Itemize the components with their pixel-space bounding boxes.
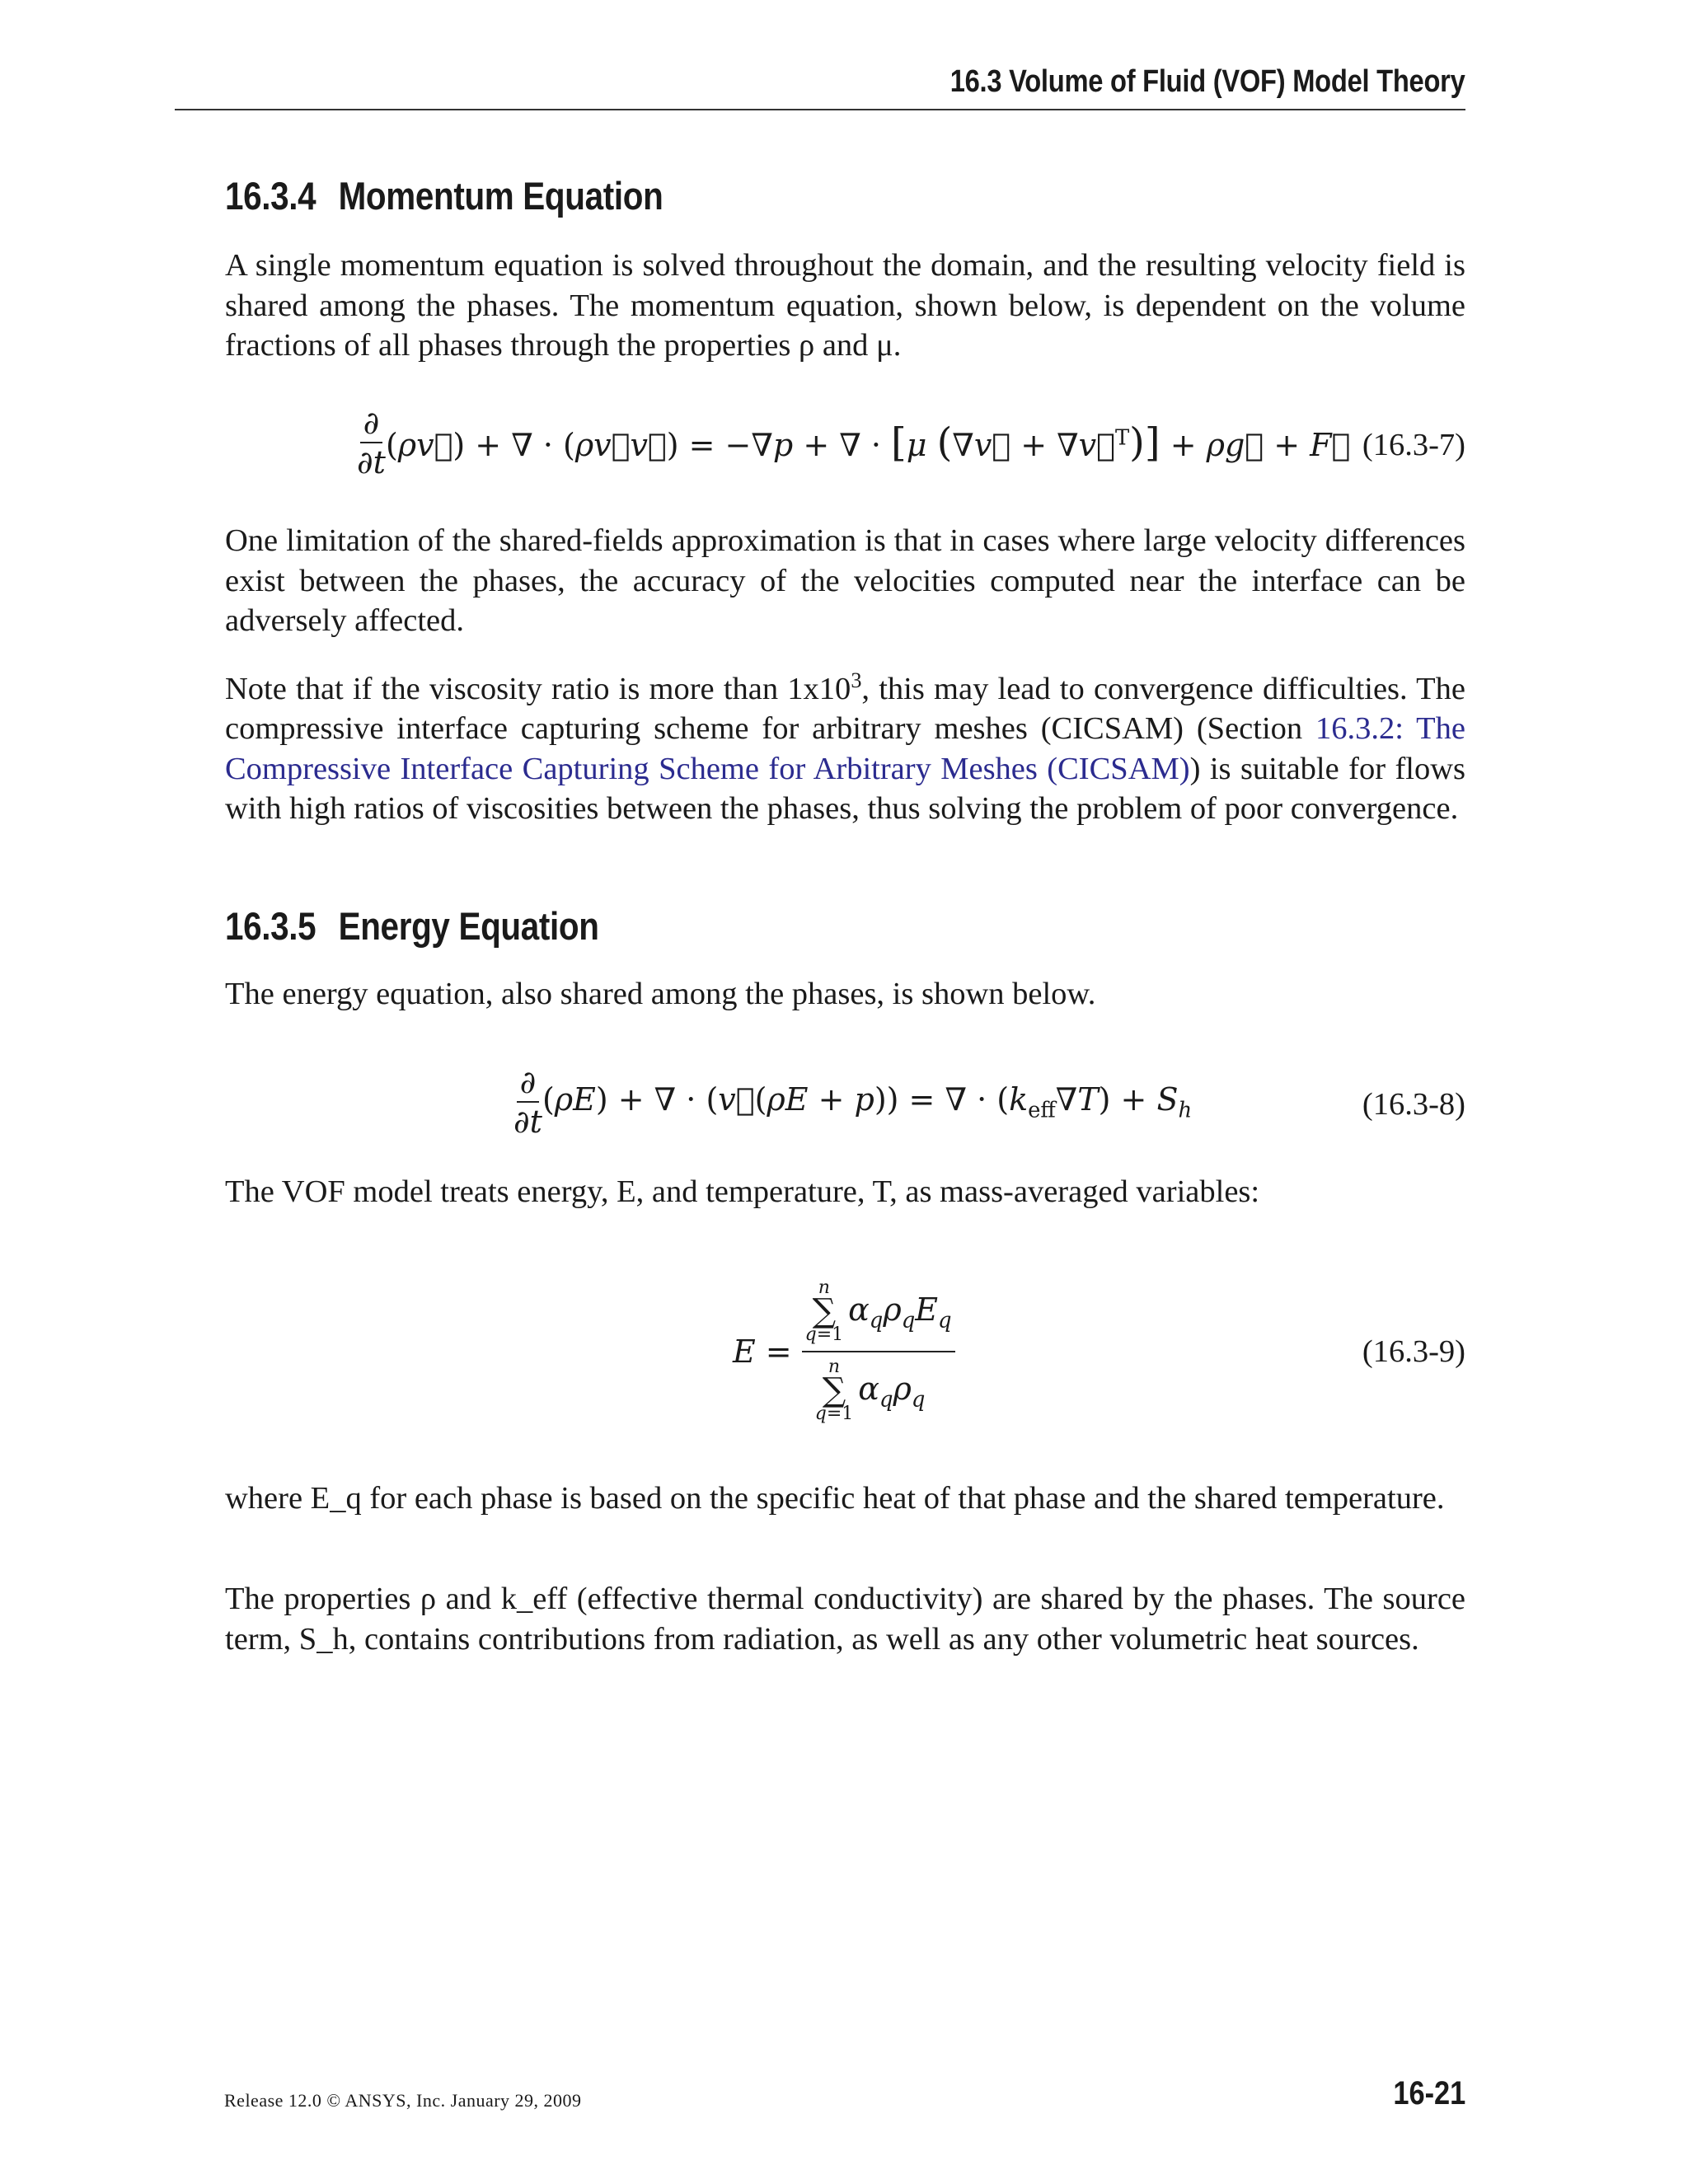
equation-number: (16.3-9) xyxy=(1362,1334,1465,1369)
section-number: 16.3.4 xyxy=(225,174,316,218)
partial-derivative: $\frac{\partial}{\partial t}$ xyxy=(357,405,386,480)
energy-equation xyxy=(225,1063,1465,1154)
section-number: 16.3.5 xyxy=(225,904,316,948)
cicsam-section-link[interactable]: 16.3.2: The Compressive Interface Capturing Scheme for Arbitrary Meshes (CICSAM) xyxy=(225,711,1466,786)
specific-heat-paragraph: where E_q for each phase is based on the specific heat of that phase and the shared temperature. xyxy=(225,1481,1445,1516)
energy-average-equation-body: E = n ∑ q=1 $\alpha_q\rho_qE_q$ n ∑ q=1 $\alpha_q\rho_q$ xyxy=(733,1253,955,1451)
momentum-limitation-paragraph: One limitation of the shared-fields approximation is that in cases where large velocity differences exist between the phases, the accuracy of the velocities computed near the interface can be adversely affected. xyxy=(225,523,1465,638)
release-footer: Release 12.0 © ANSYS, Inc. January 29, 2009 xyxy=(224,2090,582,2111)
mass-averaged-paragraph: The VOF model treats energy, E, and temperature, T, as mass-averaged variables: xyxy=(225,1174,1260,1209)
section-title: Energy Equation xyxy=(338,904,599,948)
viscosity-ratio-paragraph: Note that if the viscosity ratio is more than $1x10^3$, this may lead to convergence difficulties. The compressive interface capturing scheme for arbitrary meshes (CICSAM) (Section 16.3.2: The Compressive Interface Capturing Scheme for Arbitrary Meshes (CICSAM)) is suitable for flows with high ratios of viscosities between the phases, thus solving the problem of poor convergence. xyxy=(225,668,1466,827)
energy-equation-body: $\frac{\partial}{\partial t}$ (ρE) + ∇ · (v⃗(ρE + p)) = ∇ · $(k_{eff}\nabla T) + S_h$ xyxy=(513,1064,1193,1140)
section-heading-energy xyxy=(225,903,599,949)
energy-average-equation xyxy=(225,1253,1465,1451)
running-header xyxy=(175,64,1465,110)
page-number: 16-21 xyxy=(1393,2075,1465,2111)
momentum-equation-body: $\frac{\partial}{\partial t}$ (ρv⃗) + ∇ · (ρv⃗v⃗) = −∇p + ∇ · [μ (∇v⃗ + ∇v⃗$^T$)] + ρg⃗ + F⃗ xyxy=(357,405,1351,480)
properties-paragraph: The properties ρ and k_eff (effective thermal conductivity) are shared by the phases. The source term, S_h, contains contributions from radiation, as well as any other volumetric heat sources. xyxy=(225,1582,1465,1657)
section-title: Momentum Equation xyxy=(338,174,663,218)
momentum-intro-paragraph: A single momentum equation is solved throughout the domain, and the resulting velocity field is shared among the phases. The momentum equation, shown below, is dependent on the volume fractions of all phases through the properties ρ and μ. xyxy=(225,248,1465,363)
energy-intro-paragraph: The energy equation, also shared among the phases, is shown below. xyxy=(225,977,1096,1011)
section-heading-momentum xyxy=(225,173,663,218)
equation-number: (16.3-8) xyxy=(1362,1087,1465,1122)
momentum-equation xyxy=(225,404,1465,494)
partial-derivative: $\frac{\partial}{\partial t}$ xyxy=(513,1064,542,1140)
running-header-title: 16.3 Volume of Fluid (VOF) Model Theory xyxy=(950,64,1465,99)
equation-number: (16.3-7) xyxy=(1362,428,1465,462)
